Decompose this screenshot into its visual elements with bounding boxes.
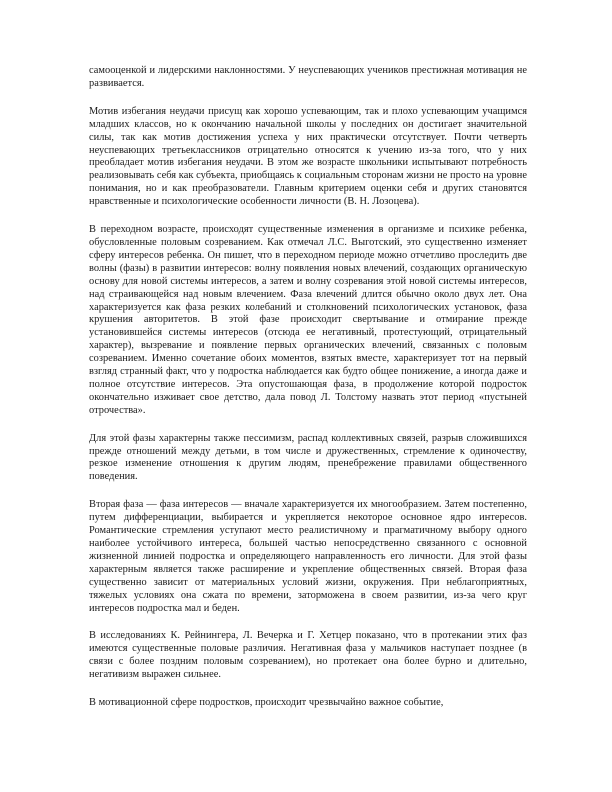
paragraph-motivational-sphere: В мотивационной сфере подростков, происходит чрезвычайно важное событие, bbox=[89, 697, 444, 709]
paragraph-phase-pessimism: Для этой фазы характерны также пессимизм, распад коллективных связей, разрыв сложившихся прежде отношений между детьми, в том числе и дружественных, стремление к одиночеству, резкое изменение отношения к другим людям, пренебрежение правилами общественного поведения. bbox=[89, 432, 527, 483]
paragraph-transitional-age: В переходном возрасте, происходят существенные изменения в организме и психике ребенка, обусловленные половым созреванием. Как отмечал Л.С. Выготский, это существенно изменяет сферу интересов ребенка. Он пишет, что в переходном периоде можно отчетливо проследить две волны (фазы) в развитии интересов: волну появления новых влечений, создающих органическую основу для новой системы интересов, а затем и волну созревания этой новой системы интересов, над страивающейся над новым влечением. Фаза влечений длится обычно около двух лет. Она характеризуется как фаза резких колебаний и столкновений психологических установок, фаза крушения авторитетов. В этой фазе происходит свертывание и отмирание прежде установившейся системы интересов (отсюда ее негативный, протестующий, отрицательный характер), вызревание и появление первых органических влечений, связанных с половым созреванием. Именно сочетание обоих моментов, взятых вместе, характеризует тот на первый взгляд странный факт, что у подростка наблюдается как будто общее понижение, а иногда даже и полное отсутствие интересов. Эта опустошающая фаза, в продолжение которой подросток окончательно изживает свое детство, дала повод Л. Толстому назвать этот период «пустыней отрочества». bbox=[89, 224, 527, 416]
paragraph-failure-avoidance: Мотив избегания неудачи присущ как хорошо успевающим, так и плохо успевающим учащимся младших классов, но к окончанию начальной школы у последних он достигает значительной силы, так как мотив достижения успеха у них практически отсутствует. Почти четверть неуспевающих третьеклассников отрицательно относятся к учению из-за того, что у них преобладает мотив избегания неудачи. В этом же возрасте школьники испытывают потребность реализовывать себя как субъекта, приобщаясь к социальным сторонам жизни не просто на уровне понимания, но и как преобразователи. Главным критерием оценки себя и других становятся нравственные и психологические особенности личности (В. Н. Лозоцева). bbox=[89, 105, 527, 208]
paragraph-second-phase: Вторая фаза — фаза интересов — вначале характеризуется их многообразием. Затем постепенно, путем дифференциации, выбирается и укрепляется некоторое основное ядро интересов. Романтические стремления уступают место реалистичному и прагматичному выбору одного наиболее устойчивого интереса, большей частью непосредственно связанного с основной жизненной линией подростка и определяющего направленность его личности. Для этой фазы характерным является также расширение и укрепление общественных связей. Вторая фаза существенно зависит от материальных условий жизни, окружения. При неблагоприятных, тяжелых условиях она сжата по времени, заторможена в своем развитии, из-за чего круг интересов подростка мал и беден. bbox=[89, 499, 527, 614]
paragraph-gender-differences: В исследованиях К. Рейнингера, Л. Вечерка и Г. Хетцер показано, что в протекании этих фаз имеются существенные половые различия. Негативная фаза у мальчиков наступает позднее (в связи с более поздним половым созреванием), но протекает она более бурно и длительно, негативизм выражен сильнее. bbox=[89, 630, 527, 681]
paragraph-prestige-motivation: самооценкой и лидерскими наклонностями. У неуспевающих учеников престижная мотивация не развивается. bbox=[89, 65, 527, 89]
